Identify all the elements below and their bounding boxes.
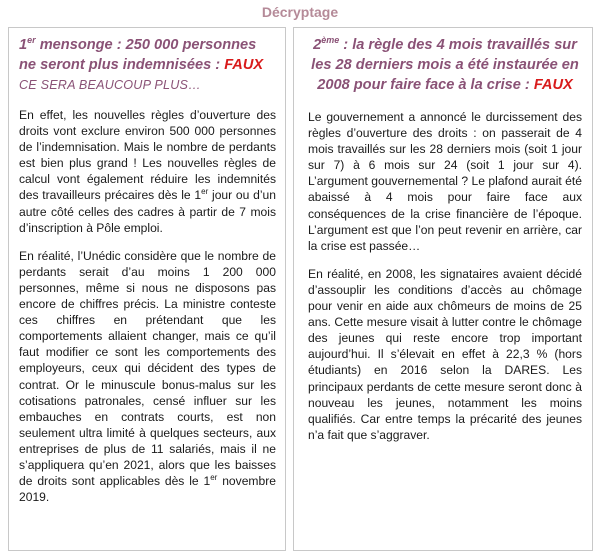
ordinal-sup: er: [210, 473, 218, 483]
paragraph-text: En réalité, l’Unédic considère que le nombre de perdants serait d’au moins 1 200 000 personnes, même si nous ne disposons pas encore de chiffres précis. La ministre conteste ces chiffres en prétendant que les comportements allaient changer, mais ce qu’il faut modifier ce sont les comportements des employeurs, ceux qui décident des types de contrat. Or le minuscule bonus-malus sur les cotisations patronales, censé influer sur les embauches en contrats courts, est non seulement ultra limité à quelques secteurs, aux entreprises de plus de 11 salariés, mais il ne s’appliquera qu’en 2021, alors que les baisses de droits sont applicables dès le 1: [19, 248, 276, 489]
paragraph-text: En effet, les nouvelles règles d’ouverture des droits vont exclure environ 500 000 personnes de l’indemnisation. Mais le nombre de perdants est bien plus grand ! Les nouvelles règles de calcul vont également réduire les indemnités des travailleurs précaires dès le 1: [19, 108, 276, 203]
verdict-faux: FAUX: [533, 77, 573, 93]
left-column: [8, 27, 286, 551]
heading-text: : la règle des 4 mois travaillés sur les 28 derniers mois a été instaurée en 2008 pour faire face à la crise :: [311, 37, 579, 93]
right-paragraph-1: Le gouvernement a annoncé le durcissement des règles d’ouverture des droits : on passerait de 4 mois travaillés sur les 28 derniers mois (soit 1 jour sur 7) à 6 mois sur 24 (soit 1 jour sur 4). L’argument gouvernemental ? Le plafond aurait été abaissé à 4 mois pour faire face aux conséquences de la crise financière de l’époque. L’argument est que l’on peut revenir en arrière, car la crise est passée…: [308, 110, 582, 253]
left-subtitle: CE SERA BEAUCOUP PLUS…: [19, 78, 201, 92]
heading-ordinal: er: [27, 35, 36, 46]
paragraph-text: novembre 2019.: [19, 474, 276, 505]
right-paragraph-2: En réalité, en 2008, les signataires avaient décidé d’assouplir les conditions d’accès au chômage pour venir en aide aux chômeurs de moins de 25 ans. Cette mesure visait à lutter contre le chômage des jeunes qui reste encore trop important aujourd’hui. Il s’élevait en effet à 22,3 % (hors étudiants) en 2016 selon la DARES. Les principaux perdants de cette mesure seront donc à nouveau les jeunes, notamment les moins qualifiés. Car entre temps la précarité des jeunes n’a fait que s’aggraver.: [308, 266, 582, 442]
left-paragraph-2: [19, 248, 276, 506]
right-column: [293, 27, 593, 551]
heading-ordinal: ème: [321, 35, 340, 46]
verdict-faux: FAUX: [224, 57, 264, 73]
ordinal-sup: er: [201, 187, 209, 197]
left-heading: [19, 35, 276, 75]
heading-text: mensonge : 250 000 personnes ne seront plus indemnisées :: [19, 37, 257, 73]
page-title: Décryptage: [261, 4, 339, 20]
left-paragraph-1: [19, 107, 276, 236]
heading-number: 1: [19, 37, 28, 53]
paragraph-text: jour ou d’un autre côté celles des cadres à partir de 7 mois d’inscription à Pôle emploi.: [19, 188, 276, 235]
right-heading: [308, 35, 582, 95]
heading-number: 2: [313, 37, 322, 53]
